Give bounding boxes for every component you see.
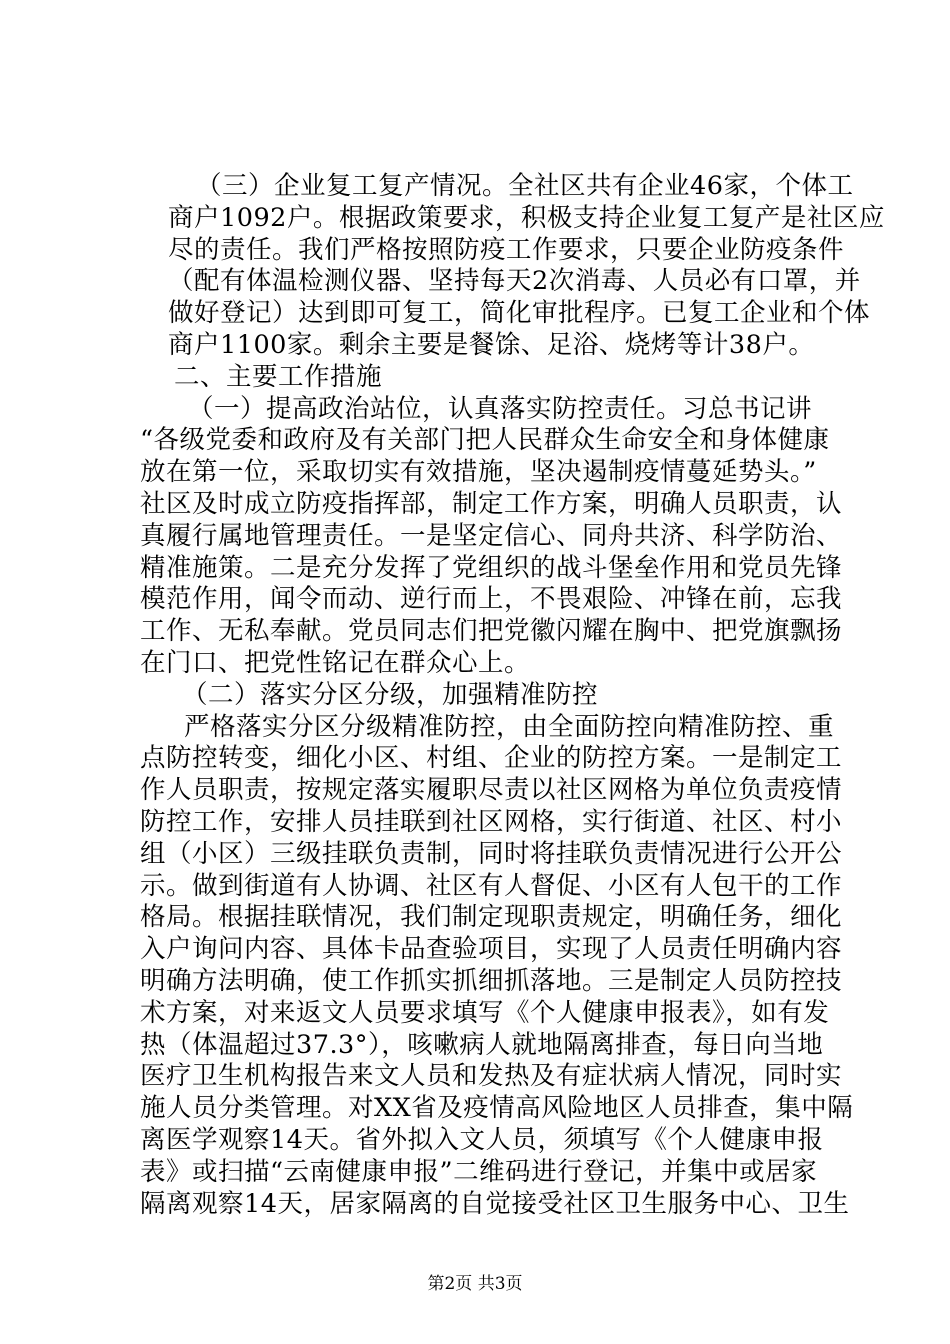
page-number-label: 第2页 共3页 (427, 1274, 523, 1294)
section-heading: 二、主要工作措施 (174, 361, 383, 392)
text-line: 社区及时成立防疫指挥部，制定工作方案，明确人员职责，认 (140, 488, 843, 519)
subheading: （二）落实分区分级，加强精准防控 (182, 679, 599, 710)
text-line: 格局。根据挂联情况，我们制定现职责规定，明确任务，细化 (140, 902, 843, 933)
paragraph-enterprise-resumption (140, 171, 885, 362)
text-line: 隔离观察14天，居家隔离的自觉接受社区卫生服务中心、卫生 (140, 1188, 850, 1219)
text-line: 在门口、把党性铭记在群众心上。 (140, 647, 531, 678)
text-line: 尽的责任。我们严格按照防疫工作要求，只要企业防疫条件 (168, 234, 845, 265)
text-line: 组（小区）三级挂联负责制，同时将挂联负责情况进行公开公 (140, 838, 843, 869)
text-line: 防控工作，安排人员挂联到社区网格，实行街道、社区、村小 (140, 806, 843, 837)
text-line: 商户1100家。剩余主要是餐馀、足浴、烧烤等计38户。 (168, 329, 815, 360)
section-heading-main-measures (140, 362, 812, 394)
subheading-zoned-control (140, 680, 812, 712)
page-footer (0, 1273, 950, 1295)
paragraph-political-stance (140, 393, 843, 680)
text-line: （一）提高政治站位，认真落实防控责任。习总书记讲 (188, 393, 813, 424)
text-line: 作人员职责，按规定落实履职尽责以社区网格为单位负责疫情 (140, 775, 843, 806)
text-line: 示。做到街道有人协调、社区有人督促、小区有人包干的工作 (140, 870, 843, 901)
text-line: （配有体温检测仪器、坚持每天2次消毒、人员必有口罩，并 (168, 266, 861, 297)
text-line: 离医学观察14天。省外拟入文人员，须填写《个人健康申报 (140, 1124, 824, 1155)
text-line: 热（体温超过37.3°），咳嗽病人就地隔离排查，每日向当地 (140, 1029, 824, 1060)
text-line: 真履行属地管理责任。一是坚定信心、同舟共济、科学防治、 (140, 520, 843, 551)
text-line: 明确方法明确，使工作抓实抓细抓落地。三是制定人员防控技 (140, 965, 843, 996)
text-line: 点防控转变，细化小区、村组、企业的防控方案。一是制定工 (140, 743, 843, 774)
text-line: 术方案，对来返文人员要求填写《个人健康申报表》，如有发 (140, 997, 830, 1028)
text-line: 模范作用，闻令而动、逆行而上，不畏艰险、冲锋在前，忘我 (140, 584, 843, 615)
text-line: 医疗卫生机构报告来文人员和发热及有症状病人情况，同时实 (140, 1061, 843, 1092)
text-line: 施人员分类管理。对XX省及疫情高风险地区人员排查，集中隔 (140, 1093, 854, 1124)
text-line: 精准施策。二是充分发挥了党组织的战斗堡垒作用和党员先锋 (140, 552, 843, 583)
text-line: 严格落实分区分级精准防控，由全面防控向精准防控、重 (184, 711, 835, 742)
text-line: 做好登记）达到即可复工，简化审批程序。已复工企业和个体 (168, 298, 871, 329)
document-body (140, 171, 885, 1220)
text-line: “各级党委和政府及有关部门把人民群众生命安全和身体健康 (140, 425, 830, 456)
text-line: （三）企业复工复产情况。全社区共有企业46家，个体工 (196, 171, 854, 201)
text-line: 表》或扫描“云南健康申报”二维码进行登记，并集中或居家 (140, 1156, 818, 1187)
text-line: 工作、无私奉献。党员同志们把党徽闪耀在胸中、把党旗飘扬 (140, 616, 843, 647)
text-line: 商户1092户。根据政策要求，积极支持企业复工复产是社区应 (168, 202, 885, 233)
paragraph-precise-control (140, 711, 854, 1221)
text-line: 入户询问内容、具体卡品查验项目，实现了人员责任明确内容 (140, 934, 843, 965)
text-line: 放在第一位，采取切实有效措施，坚决遏制疫情蔓延势头。” (140, 457, 817, 488)
